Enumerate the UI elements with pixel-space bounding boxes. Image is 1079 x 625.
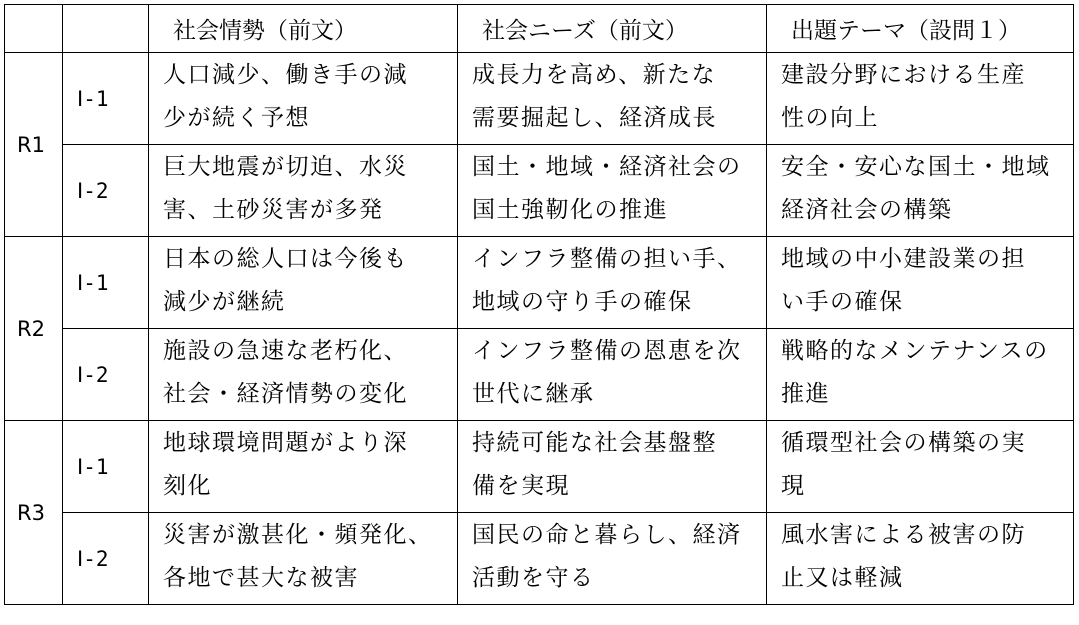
exam-theme-cell	[767, 145, 1074, 237]
social-needs-cell	[458, 421, 767, 513]
social-situation-cell	[149, 237, 458, 329]
exam-theme-cell	[767, 329, 1074, 421]
cell-text-line: 地球環境問題がより深	[163, 430, 408, 456]
social-needs-cell	[458, 145, 767, 237]
cell-text-line: 経済社会の構築	[781, 197, 953, 223]
cell-text-line: 現	[781, 473, 806, 499]
cell-text-line: 国土強靭化の推進	[472, 197, 668, 223]
cell-text-line: 風水害による被害の防	[781, 522, 1026, 548]
question-number: Ⅰ-1	[63, 53, 149, 145]
question-number: Ⅰ-2	[63, 329, 149, 421]
cell-text-line: 災害が激甚化・頻発化、	[163, 522, 433, 548]
year-label: R1	[5, 53, 63, 237]
question-number: Ⅰ-2	[63, 513, 149, 605]
cell-text-line: 国土・地域・経済社会の	[472, 154, 742, 180]
cell-text-line: 備を実現	[472, 473, 570, 499]
social-needs-cell	[458, 329, 767, 421]
cell-text-line: 性の向上	[781, 105, 879, 131]
year-label: R2	[5, 237, 63, 421]
cell-text-line: 少が続く予想	[163, 105, 310, 131]
cell-text-line: 減少が継続	[163, 289, 286, 315]
cell-text-line: 成長力を高め、新たな	[472, 62, 717, 88]
cell-text-line: 刻化	[163, 473, 212, 499]
cell-text-line: 巨大地震が切迫、水災	[163, 154, 408, 180]
cell-text-line: 施設の急速な老朽化、	[163, 338, 408, 364]
table-row	[5, 237, 1074, 329]
social-situation-cell	[149, 53, 458, 145]
social-needs-cell	[458, 53, 767, 145]
exam-theme-cell	[767, 237, 1074, 329]
header-social-situation: 社会情勢（前文）	[149, 5, 458, 53]
header-row	[5, 5, 1074, 53]
table-row	[5, 329, 1074, 421]
social-needs-cell	[458, 237, 767, 329]
cell-text-line: 戦略的なメンテナンスの	[781, 338, 1049, 364]
header-exam-theme: 出題テーマ（設問１）	[767, 5, 1074, 53]
table-row	[5, 145, 1074, 237]
cell-text-line: インフラ整備の担い手、	[472, 246, 742, 272]
header-corner-cell	[5, 5, 63, 53]
table-row	[5, 513, 1074, 605]
table-body	[5, 53, 1074, 605]
social-situation-cell	[149, 421, 458, 513]
social-needs-cell	[458, 513, 767, 605]
cell-text-line: 循環型社会の構築の実	[781, 430, 1026, 456]
cell-text-line: 地域の守り手の確保	[472, 289, 693, 315]
cell-text-line: 止又は軽減	[781, 565, 904, 591]
cell-text-line: インフラ整備の恩恵を次	[472, 338, 742, 364]
header-social-needs: 社会ニーズ（前文）	[458, 5, 767, 53]
cell-text-line: 世代に継承	[472, 381, 595, 407]
exam-theme-cell	[767, 421, 1074, 513]
question-number: Ⅰ-1	[63, 421, 149, 513]
social-situation-cell	[149, 513, 458, 605]
cell-text-line: 日本の総人口は今後も	[163, 246, 408, 272]
cell-text-line: 国民の命と暮らし、経済	[472, 522, 742, 548]
cell-text-line: 活動を守る	[472, 565, 595, 591]
social-situation-cell	[149, 329, 458, 421]
cell-text-line: 地域の中小建設業の担	[781, 246, 1026, 272]
cell-text-line: 需要掘起し、経済成長	[472, 105, 717, 131]
social-situation-cell	[149, 145, 458, 237]
cell-text-line: 建設分野における生産	[781, 62, 1026, 88]
question-number: Ⅰ-2	[63, 145, 149, 237]
cell-text-line: 社会・経済情勢の変化	[163, 381, 408, 407]
cell-text-line: 推進	[781, 381, 830, 407]
cell-text-line: 害、土砂災害が多発	[163, 197, 384, 223]
exam-theme-table	[4, 4, 1074, 605]
table-row	[5, 53, 1074, 145]
exam-theme-cell	[767, 513, 1074, 605]
exam-theme-cell	[767, 53, 1074, 145]
cell-text-line: 人口減少、働き手の減	[163, 62, 408, 88]
question-number: Ⅰ-1	[63, 237, 149, 329]
cell-text-line: 持続可能な社会基盤整	[472, 430, 717, 456]
header-blank-cell	[63, 5, 149, 53]
cell-text-line: 安全・安心な国土・地域	[781, 154, 1051, 180]
cell-text-line: い手の確保	[781, 289, 904, 315]
year-label: R3	[5, 421, 63, 605]
cell-text-line: 各地で甚大な被害	[163, 565, 359, 591]
table-row	[5, 421, 1074, 513]
